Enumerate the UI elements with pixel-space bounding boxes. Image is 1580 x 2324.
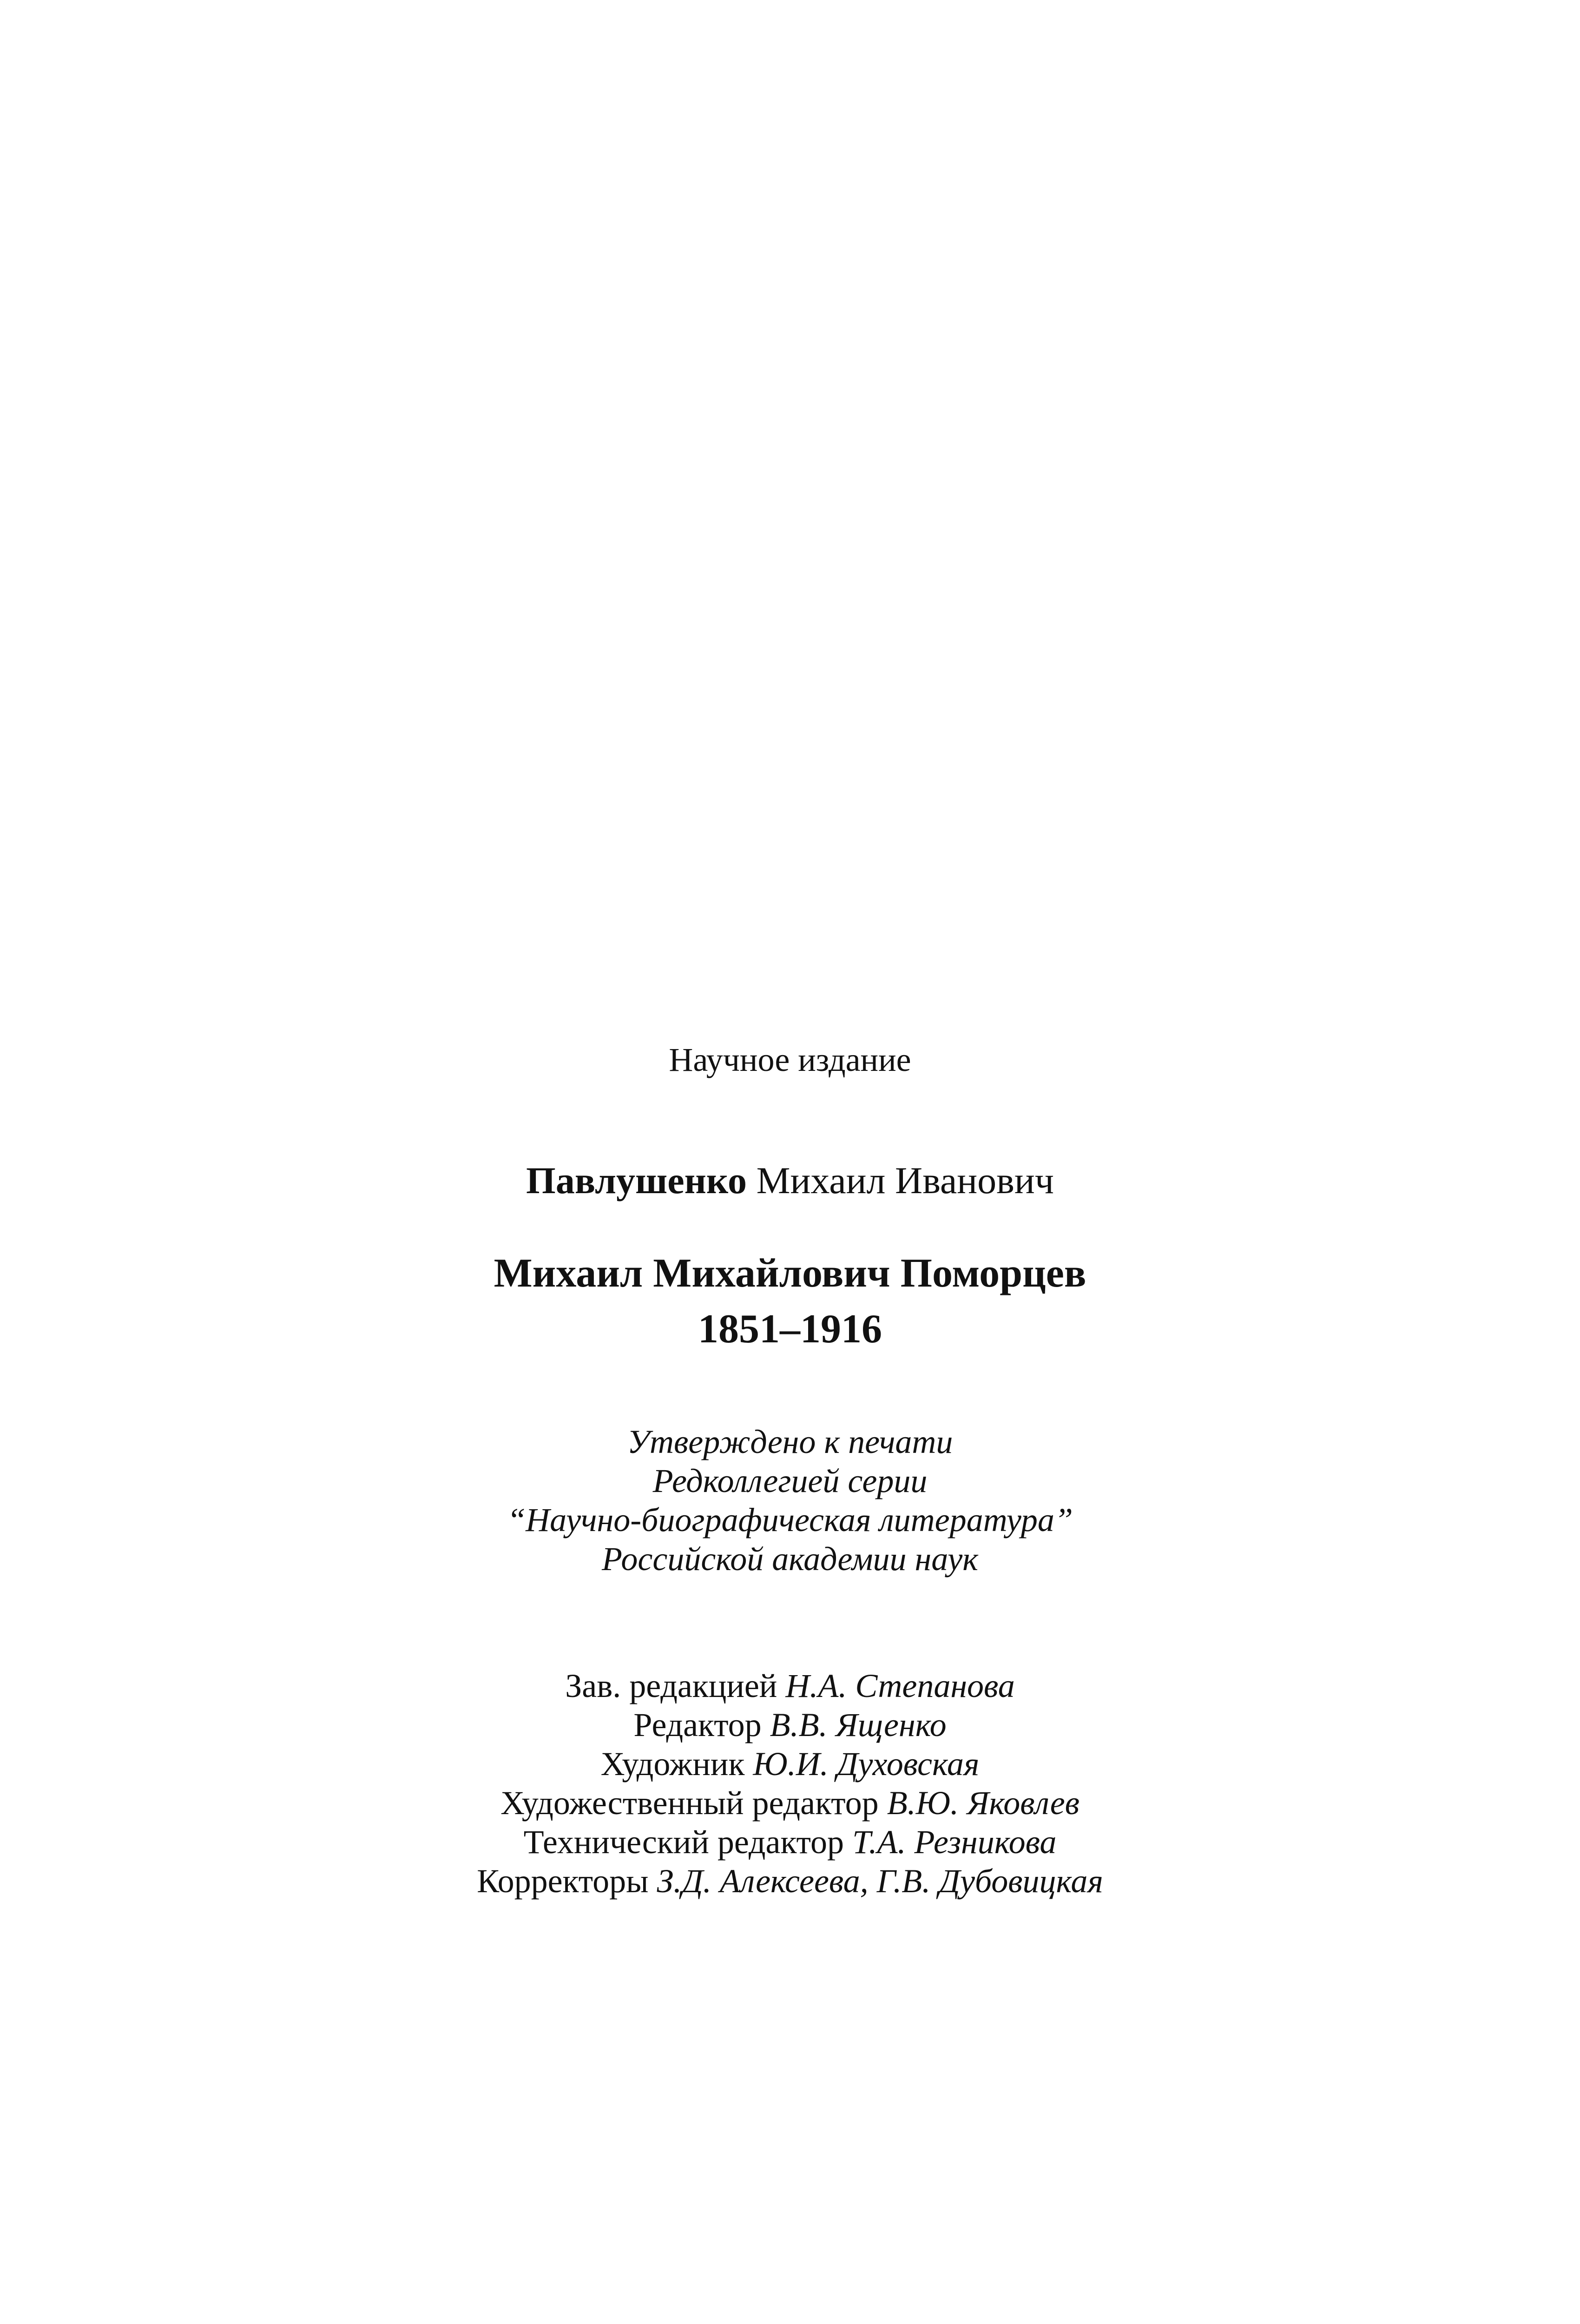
staff-name: Т.А. Резникова bbox=[852, 1823, 1057, 1861]
staff-row-editor bbox=[0, 1705, 1580, 1744]
author-given-names: Михаил Иванович bbox=[756, 1159, 1054, 1202]
staff-role: Художник bbox=[600, 1745, 745, 1783]
staff-row-proofreaders bbox=[0, 1862, 1580, 1901]
staff-name: В.В. Ященко bbox=[770, 1706, 947, 1743]
book-title-name: Михаил Михайлович Поморцев bbox=[494, 1251, 1086, 1296]
staff-row-artist bbox=[0, 1744, 1580, 1783]
author-line bbox=[0, 1157, 1580, 1204]
book-title-years: 1851–1916 bbox=[698, 1307, 882, 1352]
staff-role: Художественный редактор bbox=[500, 1784, 879, 1822]
staff-row-head-of-editorial bbox=[0, 1666, 1580, 1705]
book-title bbox=[0, 1246, 1580, 1357]
staff-name: Ю.И. Духовская bbox=[753, 1745, 980, 1783]
staff-role: Зав. редакцией bbox=[565, 1667, 777, 1704]
staff-role: Корректоры bbox=[477, 1862, 649, 1900]
author-surname: Павлушенко bbox=[526, 1159, 747, 1202]
staff-row-art-editor bbox=[0, 1783, 1580, 1822]
approval-note bbox=[0, 1422, 1580, 1578]
approval-line: Российской академии наук bbox=[602, 1540, 978, 1578]
staff-row-technical-editor bbox=[0, 1822, 1580, 1862]
approval-line: Утверждено к печати bbox=[627, 1423, 953, 1460]
staff-name: Н.А. Степанова bbox=[785, 1667, 1015, 1704]
staff-role: Технический редактор bbox=[523, 1823, 844, 1861]
staff-role: Редактор bbox=[633, 1706, 762, 1743]
staff-name: З.Д. Алексеева, Г.В. Дубовицкая bbox=[657, 1862, 1103, 1900]
publication-type bbox=[0, 1039, 1580, 1081]
publication-type-text: Научное издание bbox=[669, 1041, 911, 1078]
approval-line: “Научно-биографическая литература” bbox=[507, 1501, 1073, 1538]
staff-name: В.Ю. Яковлев bbox=[887, 1784, 1080, 1822]
editorial-staff bbox=[0, 1666, 1580, 1901]
approval-line: Редколлегией серии bbox=[652, 1462, 928, 1499]
